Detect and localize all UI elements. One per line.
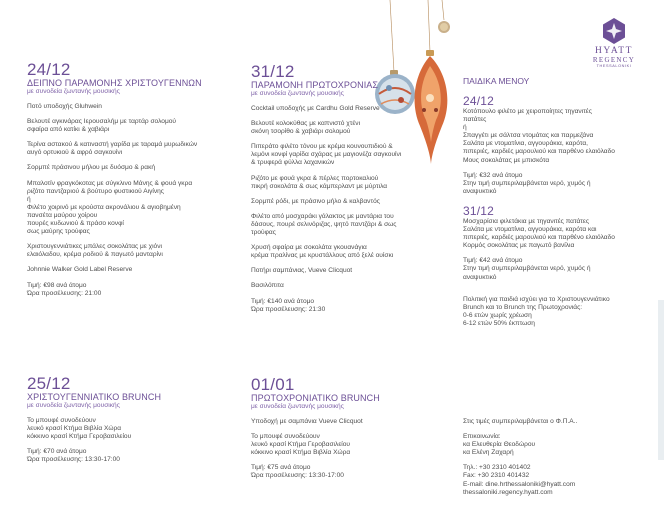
menu-line: Υποδοχή με σαμπάνια Vueve Clicquot xyxy=(251,418,363,425)
menu-line: Ποτό υποδοχής Gluhwein xyxy=(27,103,102,110)
menu-line: Τιμή: €32 ανά άτομο xyxy=(463,171,523,179)
menu-line: Φιλέτο χοιρινό με κρούστα ακρονάλιου & αγιοβημένη xyxy=(27,203,181,211)
menu-list xyxy=(251,105,451,314)
menu-line: & τρυφερά φύλλα λαχανικών xyxy=(251,159,335,167)
menu-line: Χριστουγεννιάτικες μπάλες σοκολάτας με χιόνι xyxy=(27,243,162,251)
menu-line: Μπαλοτίν φραγκόκοτας με σύγκλινο Μάνης & φουά γκρα xyxy=(27,179,193,187)
menu-list xyxy=(27,417,232,464)
section-subtitle: με συνοδεία ζωντανής μουσικής xyxy=(251,90,344,97)
kids-date-1: 24/12 xyxy=(463,94,495,108)
menu-line: κα Ελευθερία Θεοδώρου xyxy=(463,441,536,449)
kids-menu-list-1 xyxy=(463,108,653,196)
menu-line: 6-12 ετών 50% έκπτωση xyxy=(463,319,535,327)
menu-line: πανσέτα μαύρου χοίρου xyxy=(27,211,98,219)
section-subtitle: με συνοδεία ζωντανής μουσικής xyxy=(27,402,120,409)
hyatt-logo xyxy=(583,18,645,69)
menu-line: αναψυκτικό xyxy=(463,187,497,195)
menu-line: λευκό κρασί Κτήμα Βιβλία Χώρα xyxy=(27,425,122,433)
menu-line: τρούφας xyxy=(251,229,276,237)
menu-line: Τιμή: €70 ανά άτομο xyxy=(27,448,87,456)
menu-line: Στην τιμή συμπεριλαμβάνεται νερό, χυμός ή xyxy=(463,265,591,273)
menu-line: Ώρα προσέλευσης: 21:30 xyxy=(251,305,326,313)
logo-city: THESSALONIKI xyxy=(596,64,632,68)
logo-brand: HYATT xyxy=(594,46,634,56)
menu-line: Fax: +30 2310 401432 xyxy=(463,472,530,480)
menu-line: Τηλ.: +30 2310 401402 xyxy=(463,464,531,472)
section-title: ΧΡΙΣΤΟΥΓΕΝΝΙΑΤΙΚΟ BRUNCH xyxy=(27,392,162,402)
line-spacer xyxy=(251,291,451,298)
contact-list xyxy=(463,418,653,497)
menu-line: Το μπουφέ συνοδεύουν xyxy=(27,417,96,424)
line-spacer xyxy=(463,457,653,464)
menu-line: Ώρα προσέλευσης: 13:30-17:00 xyxy=(251,472,344,480)
menu-line: Σαλάτα με ντοματίνια, αγγουράκια, καρότα, xyxy=(463,140,589,148)
section-subtitle: με συνοδεία ζωντανής μουσικής xyxy=(251,403,344,410)
menu-line: Σπαγγέτι με σάλτσα ντομάτας και παρμεζάνα xyxy=(463,132,594,140)
menu-line: Τερίνα αστακού & κατιναστή γαρίδα με ταραμά μυρωδικών xyxy=(27,141,198,149)
menu-line: Μοσχαρίσια φιλετάκια με τηγανιτές πατάτες xyxy=(463,217,590,225)
menu-line: Σορμπέ πράσινου μήλου με δυόσμο & ρακή xyxy=(27,164,156,172)
section-title: ΔΕΙΠΝΟ ΠΑΡΑΜΟΝΗΣ ΧΡΙΣΤΟΥΓΕΝΝΩΝ xyxy=(27,78,202,88)
menu-line: πατάτες xyxy=(463,116,487,124)
menu-line: αυγό ορτυκιού & αφρό σαγκουίνι xyxy=(27,149,123,157)
line-spacer xyxy=(463,165,653,172)
menu-line: Τιμή: €75 ανά άτομο xyxy=(251,464,311,472)
menu-line: λευκό κρασί Κτήμα Γεροβασιλείου xyxy=(251,441,350,449)
menu-line: ριζότο παντζαριού & βούτυρο φυστικιού Αιγίνης xyxy=(27,187,164,195)
menu-list xyxy=(27,103,232,298)
menu-line: Τιμή: €98 ανά άτομο xyxy=(27,281,87,289)
menu-line: Βελουτέ κολοκύθας με καπνιστό χτένι xyxy=(251,120,361,128)
menu-line: κόκκινο κρασί Κτήμα Γεροβασιλείου xyxy=(27,433,132,441)
kids-menu-title: ΠΑΙΔΙΚΑ ΜΕΝΟΥ xyxy=(463,76,530,86)
menu-line: Johnnie Walker Gold Label Reserve xyxy=(27,266,133,274)
menu-line: πικρή σοκολάτα & σως κάμπερλαντ με μύρτιλα xyxy=(251,182,388,190)
menu-line: σφαίρα από κατίκι & χαβιάρι xyxy=(27,126,110,134)
menu-line: κρέμα πραλίνας με κρυστάλλους από ξελέ ουίσκι xyxy=(251,252,394,260)
menu-line: αναψυκτικό xyxy=(463,273,497,281)
section-title: ΠΑΡΑΜΟΝΗ ΠΡΩΤΟΧΡΟΝΙΑΣ xyxy=(251,80,379,90)
section-title: ΠΡΩΤΟΧΡΟΝΙΑΤΙΚΟ BRUNCH xyxy=(251,393,380,403)
line-spacer xyxy=(27,275,232,282)
menu-line: Ριζότο με φουά γκρα & πέρλες πορτοκαλιού xyxy=(251,174,379,182)
menu-line: Τιμή: €140 ανά άτομο xyxy=(251,297,315,305)
menu-line: Κορμός σοκολάτας με παγωτό βανίλια xyxy=(463,242,575,250)
line-spacer xyxy=(27,173,232,180)
section-date: 24/12 xyxy=(27,60,71,79)
kids-menu-list-2 xyxy=(463,218,653,282)
edge-strip xyxy=(658,300,664,460)
menu-line: Τιμή: €42 ανά άτομο xyxy=(463,257,523,265)
line-spacer xyxy=(251,191,451,198)
line-spacer xyxy=(251,168,451,175)
kids-policy xyxy=(463,296,653,328)
hyatt-star-icon xyxy=(601,18,627,44)
menu-line[interactable]: thessaloniki.regency.hyatt.com xyxy=(463,488,553,496)
section-subtitle: με συνοδεία ζωντανής μουσικής xyxy=(27,88,120,95)
col-newyear xyxy=(251,63,451,314)
menu-line: πιπεριές, καρδιές μαρουλιού και παρθένο ελαιόλαδο xyxy=(463,148,615,156)
menu-list xyxy=(251,418,451,481)
section-date: 25/12 xyxy=(27,374,71,393)
menu-line: Brunch και το Brunch της Πρωτοχρονιάς: xyxy=(463,303,583,311)
menu-line: κόκκινο κρασί Κτήμα Βιβλία Χώρα xyxy=(251,449,351,457)
menu-line: Cocktail υποδοχής με Cardhu Gold Reserve xyxy=(251,105,380,112)
line-spacer xyxy=(251,206,451,213)
col-christmas-brunch xyxy=(27,375,232,464)
logo-sub: REGENCY xyxy=(592,56,636,64)
menu-line: Το μπουφέ συνοδεύουν xyxy=(251,433,320,441)
menu-line: λεμόνι κονφί γαρίδα σχάρας με μαγιονέζα σαγκουίνι xyxy=(251,151,402,159)
section-date: 31/12 xyxy=(251,62,295,81)
menu-line: Πολιτική για παιδιά ισχύει για το Χριστουγεννιάτικο xyxy=(463,295,610,303)
menu-line: σκόνη τσορίθο & χαβιάρι σολομού xyxy=(251,128,351,136)
menu-line: Κοτόπουλο φιλέτο με χειροποίητες τηγανιτές xyxy=(463,108,592,115)
menu-line: Σορμπέ ρόδι, με πράσινο μήλο & καλβαντός xyxy=(251,197,380,205)
menu-line: Σαλάτα με ντοματίνια, αγγουράκια, καρότα και xyxy=(463,226,597,234)
menu-line: ή xyxy=(27,195,31,203)
menu-line: ελαιόλαδου, κρέμα ροδιού & παγωτό μανταρίνι xyxy=(27,251,163,259)
menu-line: πουρές κυδωνιού & πράσο κονφί xyxy=(27,220,124,228)
menu-line: Ποτήρι σαμπάνιας, Vueve Clicquot xyxy=(251,267,353,275)
col-newyear-brunch xyxy=(251,376,451,481)
menu-line: δάσους, πουρέ σελινόριζας, ψητό παντζάρι & σως xyxy=(251,220,397,228)
section-date: 01/01 xyxy=(251,375,295,394)
col-kids xyxy=(463,76,653,328)
kids-date-2: 31/12 xyxy=(463,203,495,218)
menu-line: κα Ελένη Ζαχαρή xyxy=(463,449,514,457)
menu-line: Χρυσή σφαίρα με σοκολάτα γκουανάγια xyxy=(251,244,367,252)
menu-line: 0-6 ετών χωρίς χρέωση xyxy=(463,311,532,319)
menu-line: Ώρα προσέλευσης: 13:30-17:00 xyxy=(27,456,120,464)
menu-line[interactable]: E-mail: dine.hrthessaloniki@hyatt.com xyxy=(463,480,576,488)
menu-line: Στις τιμές συμπεριλαμβάνεται ο Φ.Π.Α.. xyxy=(463,418,578,425)
menu-line: πιπεριές, καρδιές μαρουλιού και παρθένο ελαιόλαδο xyxy=(463,234,615,242)
menu-line: Μους σοκολάτας με μπισκότα xyxy=(463,156,550,164)
menu-line: ή xyxy=(463,124,467,132)
col-christmas xyxy=(27,61,232,298)
menu-line: Ώρα προσέλευσης: 21:00 xyxy=(27,289,102,297)
menu-line: Πιπεράτο φιλέτο τόνου με κρέμα κουνουπιδιού & xyxy=(251,143,393,151)
menu-line: σως μαύρης τρούφας xyxy=(27,228,90,236)
menu-line: Βελουτέ αγκινάρας Ιερουσαλήμ με ταρτάρ σολομού xyxy=(27,118,177,126)
contact-block xyxy=(463,418,653,497)
menu-line: Φιλέτο από μοσχαράκι γάλακτος με μαντάρια του xyxy=(251,212,394,220)
menu-line: Βασιλόπιτα xyxy=(251,282,284,290)
line-spacer xyxy=(27,259,232,266)
menu-line: Επικοινωνία: xyxy=(463,433,501,441)
menu-line: Στην τιμή συμπεριλαμβάνεται νερό, χυμός ή xyxy=(463,179,591,187)
